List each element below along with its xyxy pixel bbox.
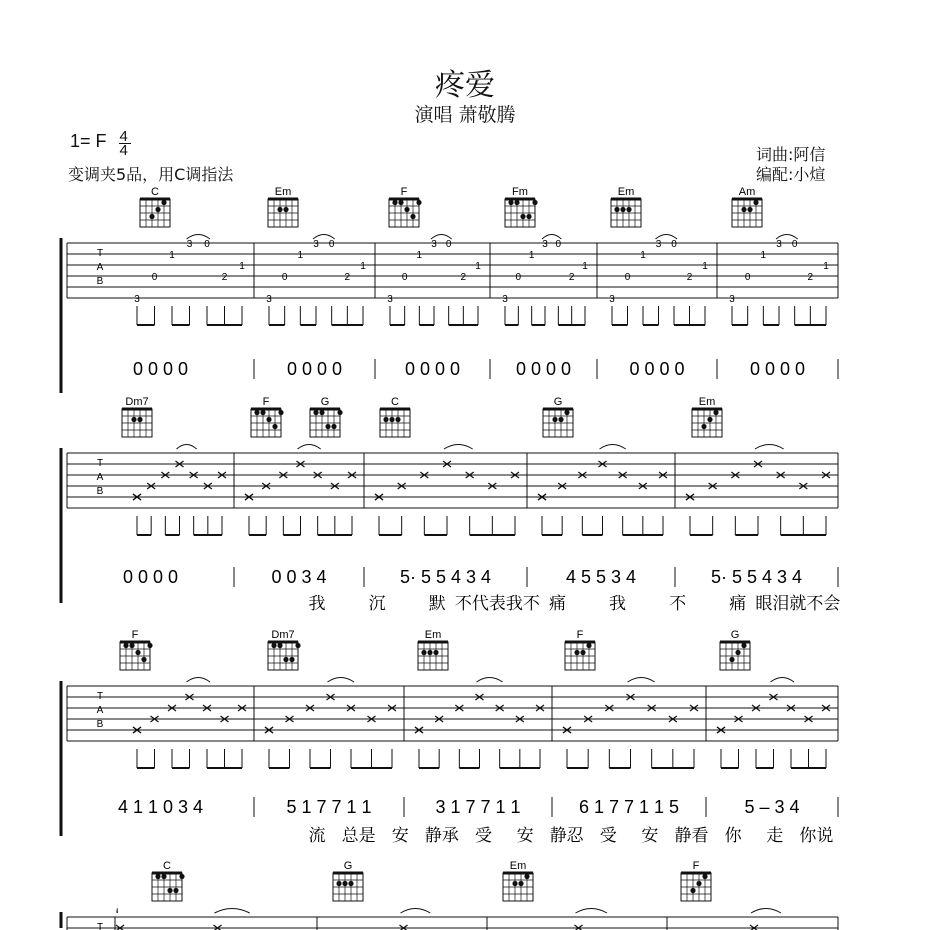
fret-number: 0 [445, 239, 452, 250]
numbered-notation-measure: 3 1 7 7 1 1 [435, 797, 521, 817]
fret-number: 1 [760, 250, 767, 261]
fret-number: 3 [776, 239, 782, 250]
chord-name: C [391, 396, 399, 408]
lyric-word: 痛 [548, 594, 566, 614]
fret-number: 2 [460, 272, 467, 283]
fret-number: 3 [186, 239, 193, 250]
finger-dot [137, 417, 142, 422]
finger-dot [179, 874, 184, 879]
chord-name: F [262, 396, 270, 408]
lyric-word: 沉 [368, 594, 386, 614]
tab-letter: B [96, 276, 104, 287]
chord-diagram [611, 199, 641, 227]
finger-dot [696, 881, 701, 886]
finger-dot [512, 881, 517, 886]
lyric-word: 眼泪就不会 [755, 594, 841, 614]
fret-number: 0 [671, 239, 677, 250]
finger-dot [564, 410, 569, 415]
fret-number: 0 [555, 239, 562, 250]
chord-diagram [720, 642, 750, 670]
finger-dot [626, 207, 631, 212]
finger-dot [147, 643, 152, 648]
tab-letter: A [96, 705, 104, 716]
finger-dot [416, 200, 421, 205]
muted-string-x-icon [116, 925, 124, 930]
muted-string-x-icon [214, 925, 222, 930]
fret-number: 0 [624, 272, 631, 283]
fret-number: 1 [582, 261, 588, 272]
tie-arc-icon [328, 678, 355, 683]
lyric-word: 静看 [674, 826, 709, 846]
chord-name: Em [509, 860, 527, 872]
chord-name: F [692, 860, 700, 872]
finger-dot [135, 650, 140, 655]
chord-diagram [333, 873, 363, 901]
finger-dot [167, 888, 172, 893]
tie-arc-icon [187, 678, 211, 683]
chord-diagram [310, 409, 343, 437]
chord-diagram [732, 199, 762, 227]
time-denominator: 4 [119, 142, 128, 159]
lyric-word: 痛 [729, 594, 747, 614]
numbered-notation-measure: 4 1 1 0 3 4 [117, 797, 204, 817]
finger-dot [331, 424, 336, 429]
numbered-notation-measure: 0 0 0 0 [749, 359, 806, 379]
lyric-word: 安 [391, 826, 409, 846]
finger-dot [427, 650, 432, 655]
capo-instruction: 变调夹5品，用C调指法 [68, 165, 234, 184]
finger-dot [129, 643, 134, 648]
finger-dot [337, 410, 342, 415]
finger-dot [404, 207, 409, 212]
chord-name: Am [738, 186, 756, 198]
finger-dot [713, 410, 718, 415]
chord-diagram [418, 642, 448, 670]
finger-dot [149, 214, 154, 219]
lyric-word: 安 [516, 826, 534, 846]
chord-diagram [140, 199, 170, 227]
finger-dot [735, 650, 740, 655]
tab-letter: A [96, 472, 104, 483]
finger-dot [278, 410, 283, 415]
fret-number: 3 [387, 294, 393, 305]
finger-dot [741, 643, 746, 648]
finger-dot [514, 200, 519, 205]
finger-dot [342, 881, 347, 886]
tab-letter: T [96, 458, 104, 469]
fret-number: 1 [702, 261, 708, 272]
lyric-word: 安 [641, 826, 659, 846]
fret-number: 2 [344, 272, 351, 283]
fret-number: 0 [401, 272, 408, 283]
chord-diagram [681, 873, 711, 901]
numbered-notation-measure: 0 0 0 0 [629, 359, 685, 379]
finger-dot [319, 410, 324, 415]
finger-dot [580, 650, 585, 655]
tab-letter: A [96, 262, 104, 273]
fret-number: 1 [360, 261, 366, 272]
numbered-notation-measure: 0 0 0 0 [122, 567, 179, 587]
finger-dot [729, 657, 734, 662]
finger-dot [747, 207, 752, 212]
finger-dot [131, 417, 136, 422]
lyric-word: 静承 [424, 826, 459, 846]
finger-dot [701, 424, 706, 429]
tab-letter: T [96, 922, 104, 930]
finger-dot [526, 214, 531, 219]
numbered-notation-measure: 5· 5 5 4 3 4 [399, 567, 492, 587]
finger-dot [508, 200, 513, 205]
time-numerator: 4 [119, 128, 128, 145]
chord-name: Em [698, 396, 716, 408]
fret-number: 1 [528, 250, 535, 261]
chord-diagram [120, 642, 153, 670]
fret-number: 3 [134, 294, 140, 305]
finger-dot [325, 424, 330, 429]
chord-name: G [730, 629, 740, 641]
tie-arc-icon [600, 445, 626, 450]
fret-number: 3 [502, 294, 508, 305]
fret-number: 3 [266, 294, 272, 305]
numbered-notation-measure: 5 – 3 4 [744, 797, 800, 817]
finger-dot [277, 643, 282, 648]
numbered-notation-measure: 0 0 0 0 [132, 359, 189, 379]
chord-name: G [553, 396, 563, 408]
fret-number: 2 [686, 272, 693, 283]
lyric-word: 我 [308, 594, 326, 614]
lyric-word: 总是 [341, 826, 376, 846]
lyric-word: 默 [428, 594, 446, 614]
finger-dot [707, 417, 712, 422]
chord-diagram [268, 199, 298, 227]
finger-dot [524, 874, 529, 879]
chord-diagram [389, 199, 422, 227]
finger-dot [395, 417, 400, 422]
chord-name: Em [424, 629, 442, 641]
fret-number: 0 [204, 239, 210, 250]
muted-string-x-icon [750, 925, 758, 930]
fret-number: 0 [151, 272, 158, 283]
tab-letter: B [96, 719, 104, 730]
fret-number: 3 [655, 239, 662, 250]
fret-number: 1 [823, 261, 829, 272]
chord-diagram [565, 642, 595, 670]
muted-string-x-icon [575, 925, 583, 930]
finger-dot [753, 200, 758, 205]
finger-dot [690, 888, 695, 893]
lyric-word: 你 [724, 826, 742, 846]
tie-arc-icon [477, 678, 503, 683]
finger-dot [392, 200, 397, 205]
finger-dot [614, 207, 619, 212]
tie-arc-icon [628, 678, 655, 683]
tie-arc-icon [401, 909, 431, 914]
finger-dot [348, 881, 353, 886]
lyric-word: 流 [308, 826, 326, 846]
chord-diagram [503, 873, 533, 901]
numbered-notation-measure: 0 0 0 0 [286, 359, 343, 379]
chord-diagram [268, 642, 301, 670]
chord-diagram [692, 409, 722, 437]
fret-number: 2 [221, 272, 228, 283]
fret-number: 3 [431, 239, 437, 250]
finger-dot [398, 200, 403, 205]
finger-dot [741, 207, 746, 212]
numbered-notation-measure: 5 1 7 7 1 1 [286, 797, 372, 817]
finger-dot [271, 643, 276, 648]
numbered-notation-measure: 0 0 3 4 [271, 567, 327, 587]
numbered-notation-measure: 0 0 0 0 [515, 359, 572, 379]
fret-number: 0 [515, 272, 522, 283]
lyric-word: 静忍 [549, 826, 584, 846]
fret-number: 1 [169, 250, 175, 261]
tie-arc-icon [751, 909, 781, 914]
finger-dot [389, 417, 394, 422]
numbered-notation-measure: 5· 5 5 4 3 4 [710, 567, 803, 587]
finger-dot [141, 657, 146, 662]
fret-number: 0 [744, 272, 751, 283]
chord-diagram [505, 199, 538, 227]
fret-number: 3 [729, 294, 735, 305]
finger-dot [155, 874, 160, 879]
finger-dot [518, 881, 523, 886]
finger-dot [295, 643, 300, 648]
chord-name: C [163, 860, 171, 872]
tie-arc-icon [771, 678, 795, 683]
finger-dot [161, 874, 166, 879]
finger-dot [161, 200, 166, 205]
finger-dot [383, 417, 388, 422]
fret-number: 0 [791, 239, 798, 250]
muted-string-x-icon [400, 925, 408, 930]
finger-dot [155, 207, 160, 212]
finger-dot [702, 874, 707, 879]
fret-number: 2 [807, 272, 814, 283]
chord-name: Em [274, 186, 292, 198]
chord-diagram [251, 409, 284, 437]
fret-number: 3 [542, 239, 548, 250]
finger-dot [123, 643, 128, 648]
tie-arc-icon [444, 445, 473, 450]
fret-number: 1 [640, 250, 646, 261]
chord-name: G [320, 396, 330, 408]
chord-name: F [576, 629, 584, 641]
tie-arc-icon [215, 909, 250, 914]
fret-number: 1 [416, 250, 423, 261]
fret-number: 0 [328, 239, 335, 250]
fret-number: 3 [609, 294, 615, 305]
arranger-credit: 编配:小煊 [756, 165, 826, 184]
finger-dot [260, 410, 265, 415]
chord-name: Dm7 [271, 629, 295, 641]
finger-dot [336, 881, 341, 886]
fret-number: 2 [568, 272, 575, 283]
fret-number: 1 [297, 250, 304, 261]
chord-diagram [380, 409, 410, 437]
lyric-word: 走 [766, 826, 784, 846]
lyricist-credit: 词曲:阿信 [756, 145, 826, 164]
fret-number: 0 [281, 272, 288, 283]
lyric-word: 不代表我不 [454, 594, 540, 614]
chord-name: F [400, 186, 408, 198]
finger-dot [272, 424, 277, 429]
chord-name: G [343, 860, 353, 872]
finger-dot [410, 214, 415, 219]
finger-dot [520, 214, 525, 219]
fret-number: 3 [313, 239, 319, 250]
chord-name: Dm7 [125, 396, 149, 408]
finger-dot [433, 650, 438, 655]
fret-number: 1 [239, 261, 245, 272]
singer-line: 演唱 萧敬腾 [414, 104, 516, 126]
tab-letter: T [96, 248, 104, 259]
finger-dot [289, 657, 294, 662]
finger-dot [574, 650, 579, 655]
chord-diagram [152, 873, 185, 901]
chord-diagram [543, 409, 573, 437]
lyric-word: 受 [474, 826, 492, 846]
key-label: 1= F [70, 131, 107, 151]
finger-dot [552, 417, 557, 422]
numbered-notation-measure: 6 1 7 7 1 1 5 [578, 797, 680, 817]
chord-name: C [151, 186, 159, 198]
finger-dot [421, 650, 426, 655]
finger-dot [620, 207, 625, 212]
tie-arc-icon [576, 909, 608, 914]
finger-dot [532, 200, 537, 205]
finger-dot [173, 888, 178, 893]
lyric-word: 不 [669, 594, 687, 614]
finger-dot [283, 207, 288, 212]
tie-arc-icon [755, 445, 784, 450]
tie-arc-icon [298, 445, 321, 450]
chord-name: F [131, 629, 139, 641]
numbered-notation-measure: 0 0 0 0 [404, 359, 461, 379]
finger-dot [586, 643, 591, 648]
chord-diagram [122, 409, 152, 437]
tab-letter: T [96, 691, 104, 702]
tie-arc-icon [177, 445, 197, 450]
song-title: 疼爱 [435, 68, 495, 103]
lyric-word: 我 [609, 594, 627, 614]
finger-dot [277, 207, 282, 212]
finger-dot [254, 410, 259, 415]
numbered-notation-measure: 4 5 5 3 4 [565, 567, 637, 587]
finger-dot [266, 417, 271, 422]
tab-letter: B [96, 486, 104, 497]
lyric-word: 你说 [799, 826, 834, 846]
chord-name: Em [617, 186, 635, 198]
finger-dot [313, 410, 318, 415]
fret-number: 1 [475, 261, 481, 272]
lyric-word: 受 [599, 826, 617, 846]
chord-name: Fm [512, 186, 528, 198]
finger-dot [558, 417, 563, 422]
finger-dot [283, 657, 288, 662]
